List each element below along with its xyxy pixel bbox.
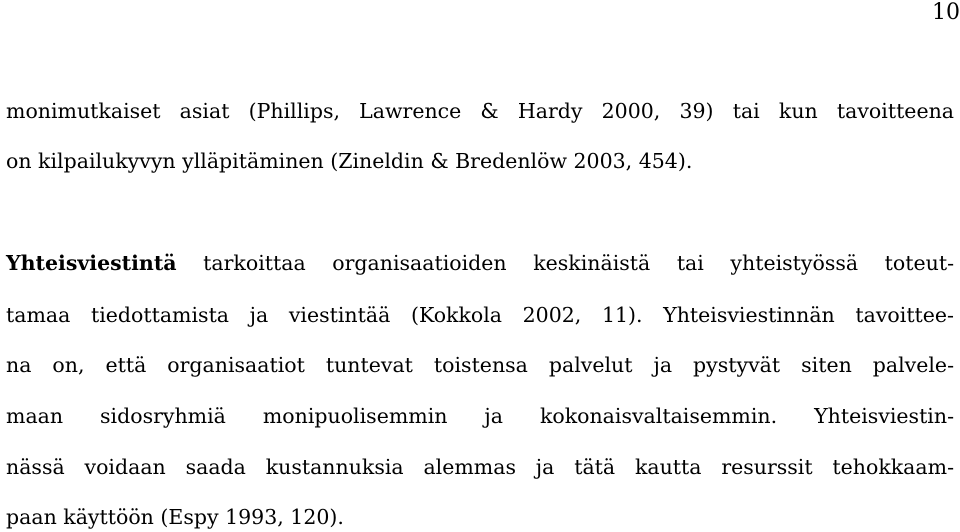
paragraph-line	[6, 250, 954, 276]
paragraph-line: on kilpailukyvyn ylläpitäminen (Zineldin & Bredenlöw 2003, 454).	[6, 149, 693, 173]
paragraph-line: na on, että organisaatiot tuntevat toistensa palvelut ja pystyvät siten palvele-	[6, 353, 954, 377]
paragraph-line: maan sidosryhmiä monipuolisemmin ja kokonaisvaltaisemmin. Yhteisviestin-	[6, 404, 954, 428]
page-number: 10	[932, 0, 960, 25]
defined-term: Yhteisviestintä	[6, 251, 177, 275]
paragraph-line: monimutkaiset asiat (Phillips, Lawrence & Hardy 2000, 39) tai kun tavoitteena	[6, 99, 954, 123]
paragraph-line: nässä voidaan saada kustannuksia alemmas ja tätä kautta resurssit tehokkaam-	[6, 455, 954, 479]
paragraph-line: paan käyttöön (Espy 1993, 120).	[6, 505, 344, 529]
line-text: tarkoittaa organisaatioiden keskinäistä tai yhteistyössä toteut-	[176, 251, 954, 275]
paragraph-line: tamaa tiedottamista ja viestintää (Kokkola 2002, 11). Yhteisviestinnän tavoittee-	[6, 303, 954, 327]
